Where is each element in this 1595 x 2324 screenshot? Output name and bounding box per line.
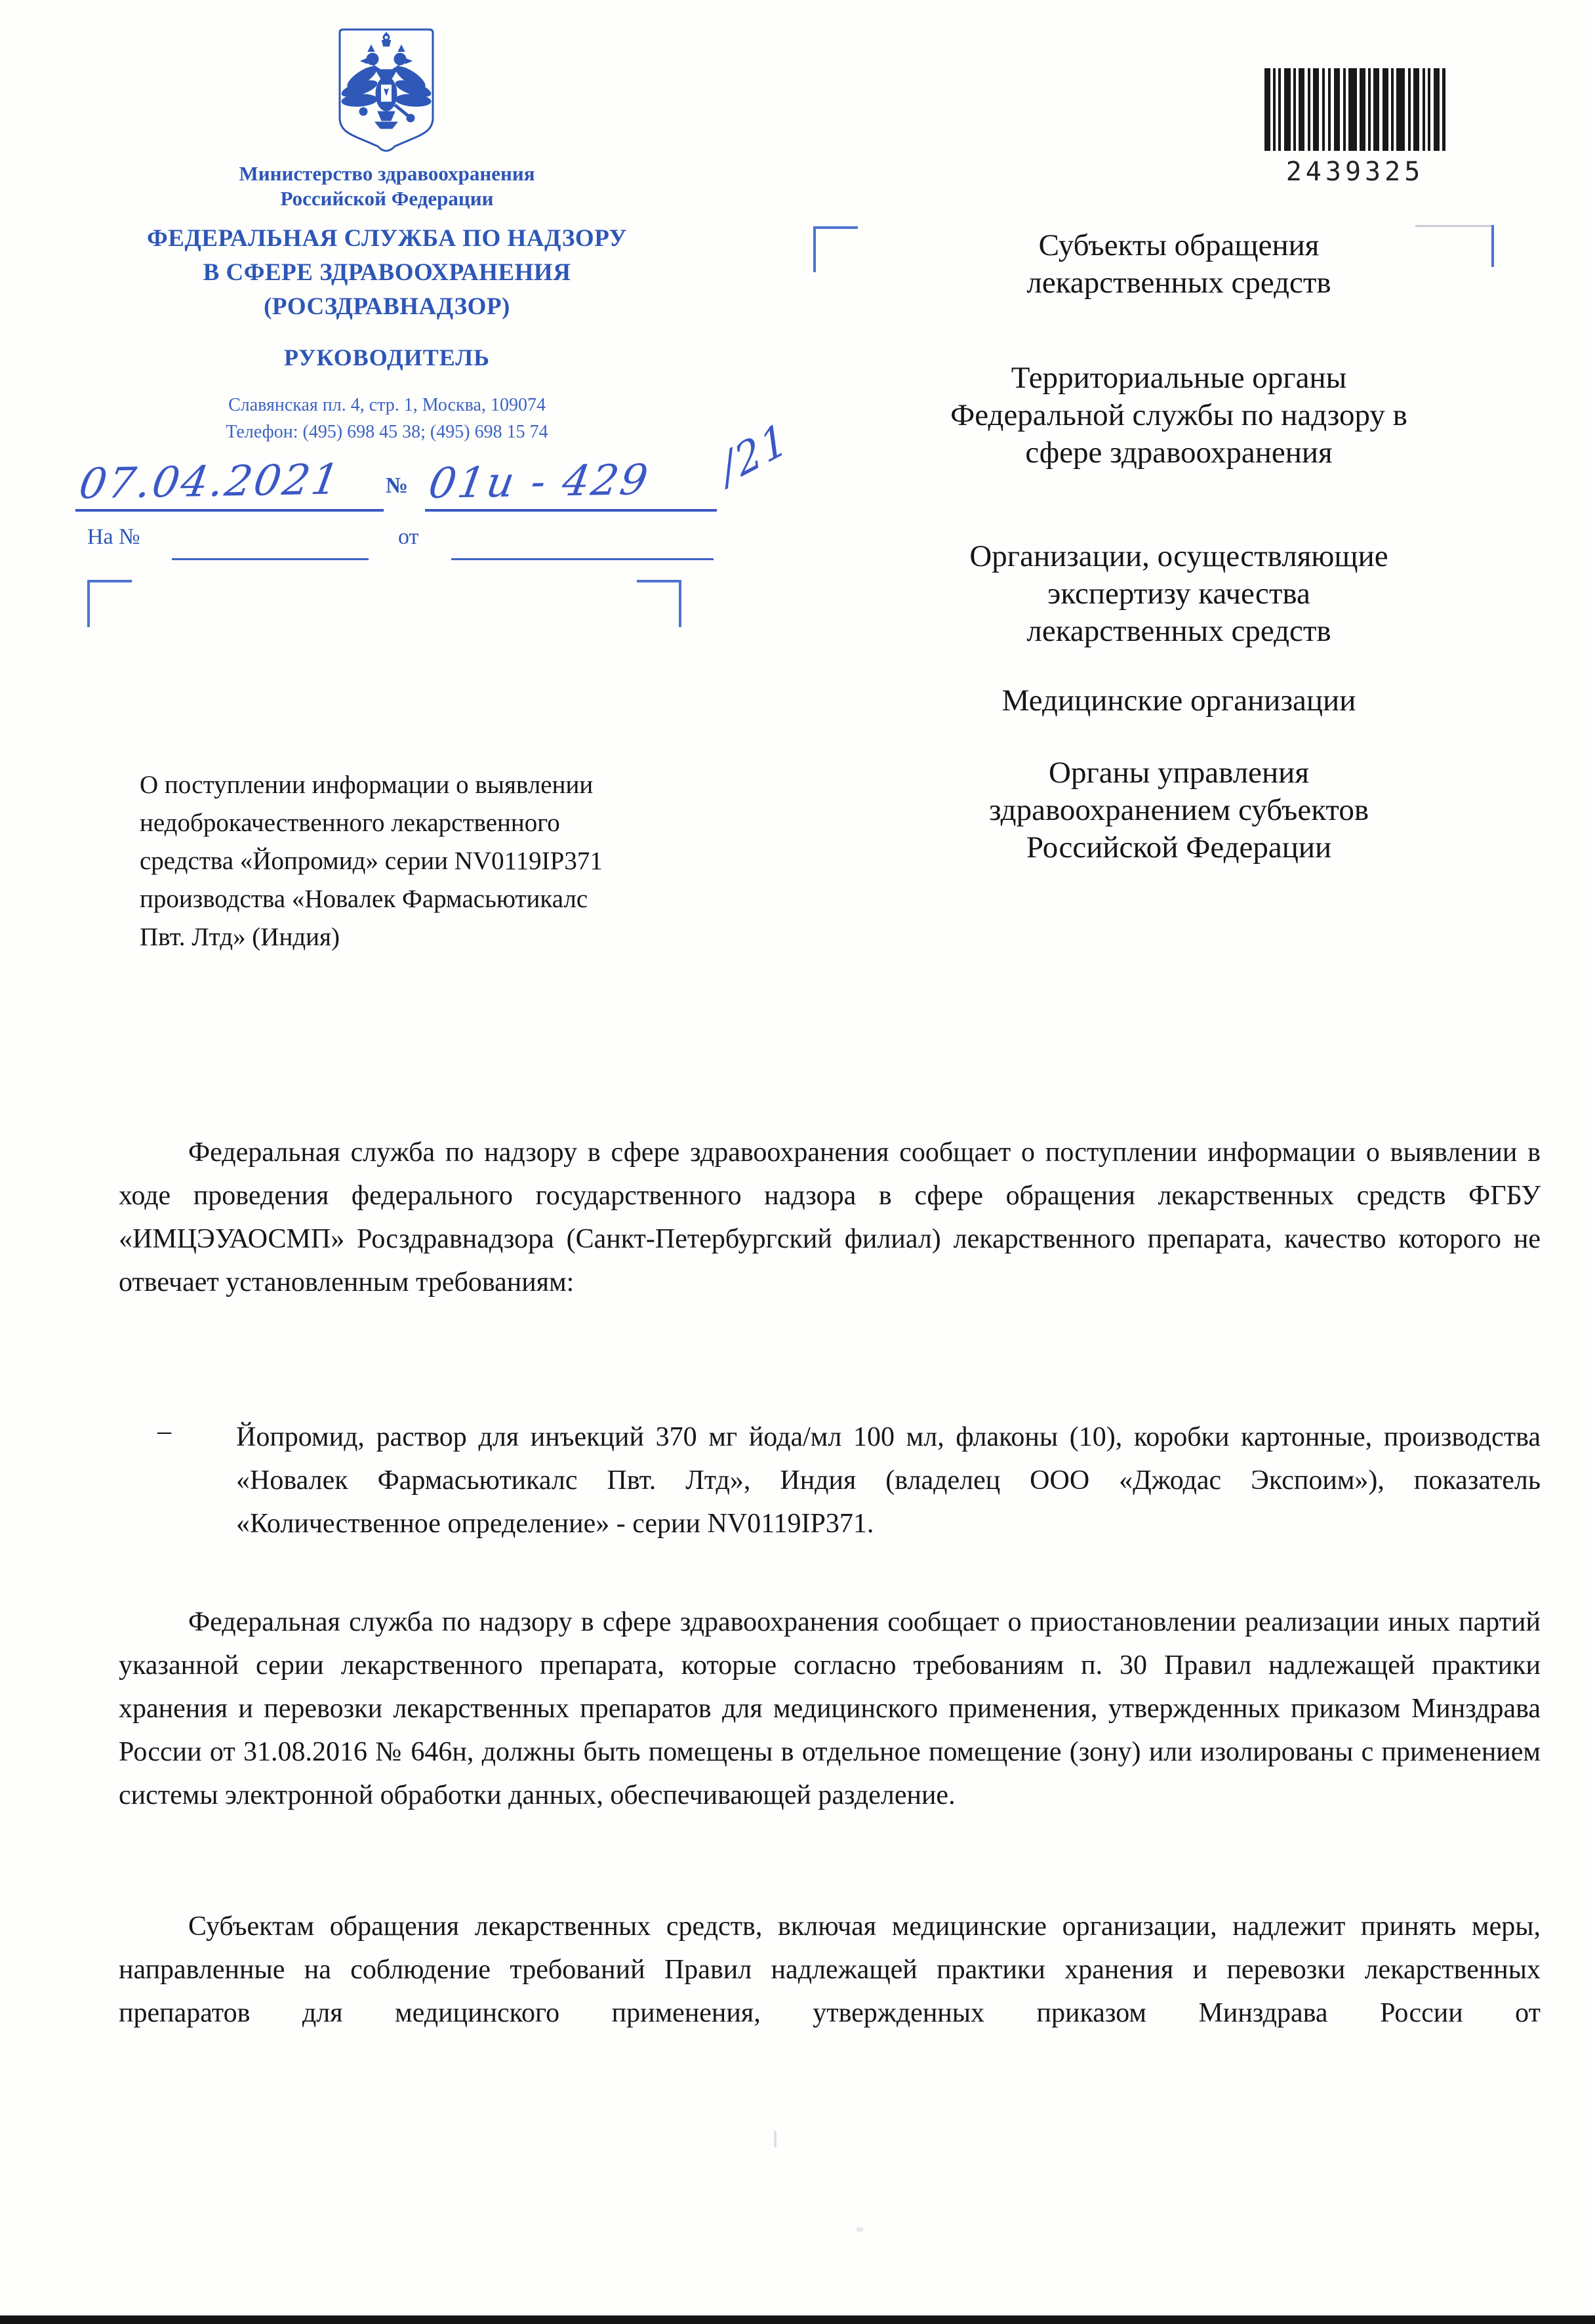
subject-line: Пвт. Лтд» (Индия) — [140, 923, 340, 951]
barcode-number: 2439325 — [1285, 157, 1424, 187]
subject-line: недоброкачественного лекарственного — [140, 809, 560, 837]
body-paragraph-3: Субъектам обращения лекарственных средств, включая медицинские организации, надлежит принять меры, направленные на соблюдение требований Правил надлежащей практики хранения и перевозки лекарственных препаратов для медицинского применения, утвержденных приказом Минздрава России от — [119, 1911, 1541, 2028]
recipients-block-1 — [823, 227, 1535, 302]
recipients-block-2 — [823, 359, 1535, 472]
reply-from-label: от — [398, 525, 419, 549]
service-name-line2: В СФЕРЕ ЗДРАВООХРАНЕНИЯ — [203, 259, 571, 286]
letterhead-address: Славянская пл. 4, стр. 1, Москва, 109074 — [228, 395, 546, 415]
recipient-line: Организации, осуществляющие — [969, 539, 1388, 573]
coat-of-arms-icon — [334, 26, 438, 155]
list-item-marker: – — [157, 1416, 171, 1446]
recipient-line: экспертизу качества — [1047, 577, 1310, 611]
handwritten-number-suffix: /21 — [714, 413, 796, 495]
reply-date-line — [451, 558, 714, 560]
body-paragraph-2: Федеральная служба по надзору в сфере здравоохранения сообщает о приостановлении реализации иных партий указанной серии лекарственного препарата, которые согласно требованиям п. 30 Правил надлежащей практики хранения и перевозки лекарственных препаратов для медицинского применения, утвержденных приказом Минздрава России от 31.08.2016 № 646н, должны быть помещены в отдельное помещение (зону) или изолированы с применением системы электронной обработки данных, обеспечивающей разделение. — [119, 1607, 1541, 1810]
position-title: РУКОВОДИТЕЛЬ — [284, 344, 490, 371]
ministry-name-line1: Министерство здравоохранения — [239, 162, 535, 185]
scan-speck — [857, 2228, 863, 2232]
handwritten-number: 01и - 429 — [425, 456, 653, 508]
recipient-line: здравоохранением субъектов — [988, 793, 1369, 827]
recipient-line: Органы управления — [1049, 756, 1309, 790]
recipient-line: сфере здравоохранения — [1025, 436, 1333, 470]
recipient-line: Территориальные органы — [1011, 361, 1347, 395]
barcode — [1264, 68, 1445, 187]
reply-to-label: На № — [87, 525, 140, 549]
recipient-line: Медицинские организации — [1001, 683, 1356, 718]
subject-line: средства «Йопромид» серии NV0119IP371 — [140, 847, 603, 875]
number-sign: № — [386, 474, 409, 498]
recipient-line: Федеральной службы по надзору в — [950, 398, 1407, 432]
service-name-line1: ФЕДЕРАЛЬНАЯ СЛУЖБА ПО НАДЗОРУ — [146, 225, 628, 252]
body-paragraph-1: Федеральная служба по надзору в сфере здравоохранения сообщает о поступлении информации о выявлении в ходе проведения федерального государственного надзора в сфере обращения лекарственных средств ФГБУ «ИМЦЭУАОСМП» Росздравнадзора (Санкт-Петербургский филиал) лекарственного препарата, качество которого не отвечает установленным требованиям: — [119, 1137, 1541, 1297]
recipient-line: Российской Федерации — [1026, 830, 1332, 865]
ministry-name-line2: Российской Федерации — [280, 187, 494, 210]
scan-speck — [774, 2130, 777, 2148]
recipients-block-4 — [823, 682, 1535, 720]
number-underline — [425, 509, 717, 512]
recipient-line: лекарственных средств — [1026, 266, 1331, 300]
subject-block — [140, 766, 684, 956]
barcode-bars-icon — [1264, 68, 1445, 151]
date-underline — [75, 509, 384, 512]
handwritten-date: 07.04.2021 — [75, 455, 344, 509]
subject-line: производства «Новалек Фармасьютикалс — [140, 885, 588, 913]
subject-line: О поступлении информации о выявлении — [140, 771, 594, 799]
corner-bracket-top-right — [637, 580, 681, 627]
recipient-line: Субъекты обращения — [1038, 228, 1320, 262]
recipients-block-5 — [823, 754, 1535, 866]
recipients-block-3 — [823, 538, 1535, 650]
scan-edge-bar — [0, 2315, 1595, 2324]
list-item-text: Йопромид, раствор для инъекций 370 мг йода/мл 100 мл, флаконы (10), коробки картонные, производства «Новалек Фармасьютикалс Пвт. Лтд», Индия (владелец ООО «Джодас Экспоим»), показатель «Количественное определение» - серии NV0119IP371. — [236, 1422, 1541, 1539]
corner-bracket-top-left — [87, 580, 132, 627]
reply-number-line — [172, 558, 369, 560]
recipient-line: лекарственных средств — [1026, 614, 1331, 648]
service-name-line3: (РОСЗДРАВНАДЗОР) — [264, 293, 510, 320]
letterhead-phone: Телефон: (495) 698 45 38; (495) 698 15 74 — [226, 422, 548, 442]
